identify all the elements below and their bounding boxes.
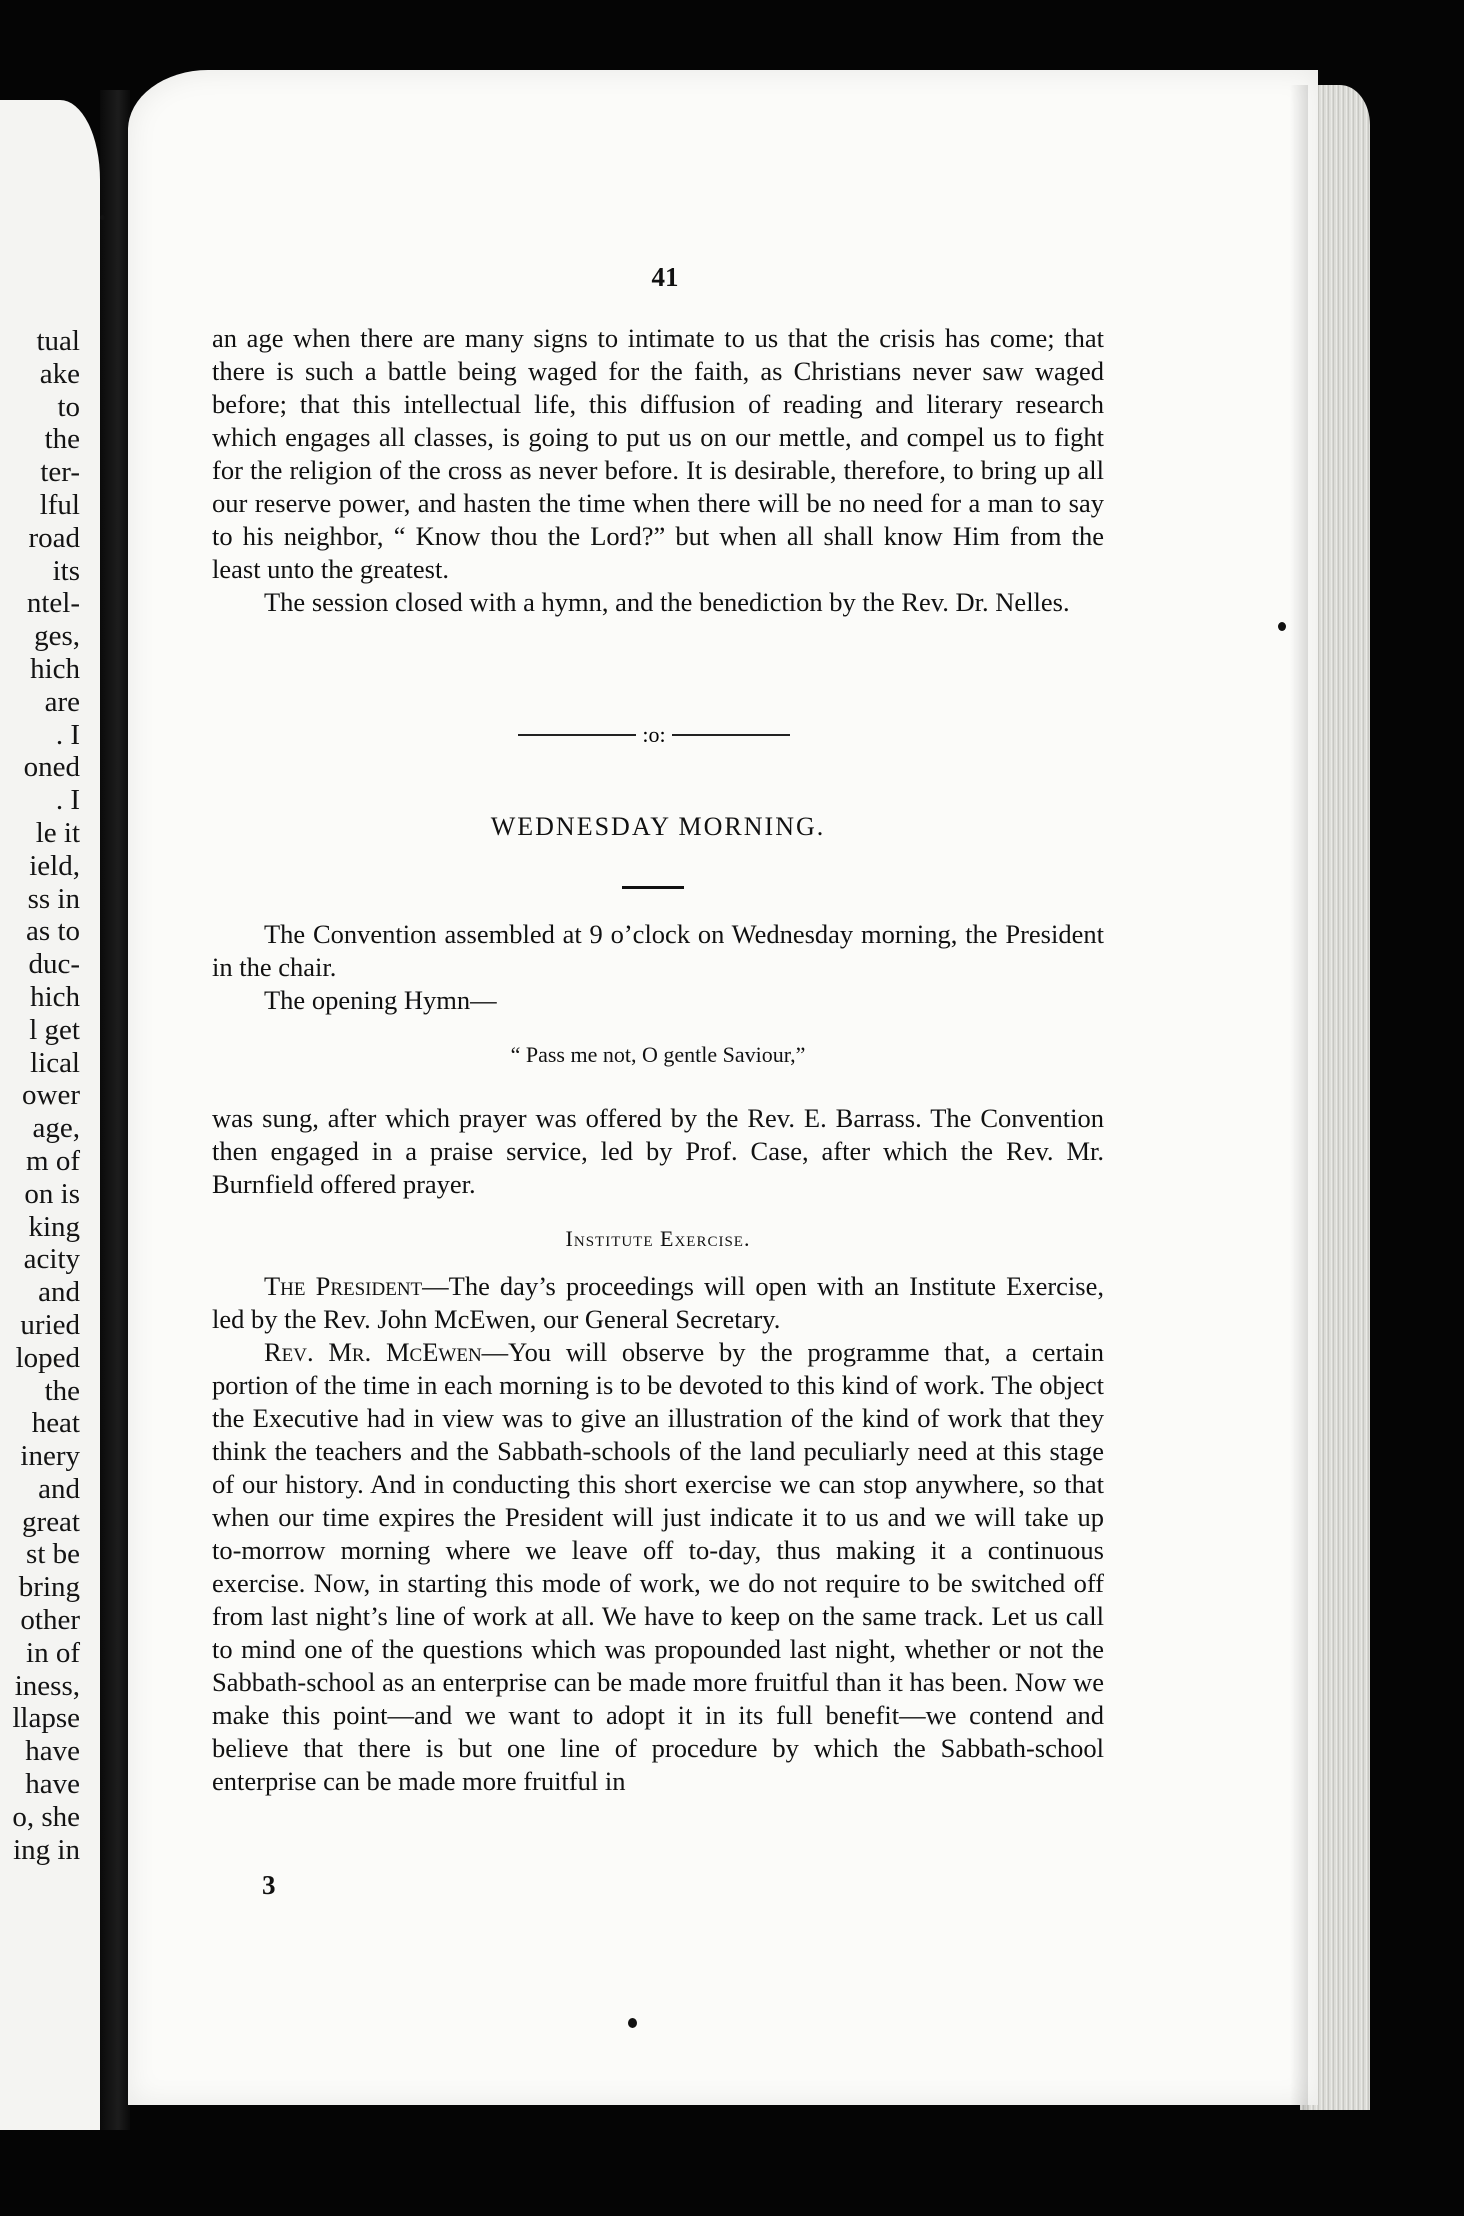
left-page-line: hich [30, 652, 80, 685]
ink-speck [100, 215, 105, 220]
left-page-line: uried [20, 1308, 80, 1341]
speaker-president: The President [264, 1271, 423, 1301]
left-page-line: llapse [12, 1702, 80, 1735]
left-page-line: bring [18, 1571, 80, 1604]
left-page-line: on is [24, 1177, 80, 1210]
left-page-line: age, [32, 1112, 80, 1145]
section-divider [518, 720, 790, 750]
left-page-line: and [38, 1472, 80, 1505]
left-page-line: ield, [29, 849, 80, 882]
left-page-line: ing in [13, 1833, 80, 1866]
left-page-line: lical [30, 1046, 80, 1079]
paragraph-7 [212, 1336, 1104, 1798]
left-page-line: the [44, 423, 80, 456]
divider-rule-right [672, 734, 790, 736]
left-page-line: as to [26, 915, 80, 948]
signature-mark: 3 [262, 1870, 276, 1900]
left-page-line: lful [39, 488, 80, 521]
left-page-line: le it [35, 816, 80, 849]
left-page-line: tual [36, 325, 80, 357]
convention-paragraphs [212, 918, 1104, 1017]
dialogue-block [212, 1270, 1104, 1798]
paragraph-continued [212, 322, 1104, 619]
left-page-line: duc- [28, 948, 80, 981]
speaker-mcewen: Rev. Mr. McEwen [264, 1337, 482, 1367]
left-page-line: acity [23, 1243, 80, 1276]
left-page-line: heat [31, 1407, 80, 1440]
paragraph-2: The session closed with a hymn, and the benediction by the Rev. Dr. Nelles. [264, 587, 1070, 617]
left-page-line: o, she [12, 1800, 80, 1833]
left-page-line: . I [55, 784, 80, 817]
paragraph-3: The Convention assembled at 9 o’clock on Wednesday morning, the President in the chair. [212, 919, 1104, 982]
left-page-line: l get [29, 1013, 80, 1046]
hymn-quote: “ Pass me not, O gentle Saviour,” [510, 1042, 806, 1067]
paragraph-1: an age when there are many signs to intimate to us that the crisis has come; that there is such a battle being waged for the faith, as Christians never saw waged before; that this intellectual life, this diffusion of reading and literary research which engages all classes, is going to put us on our mettle, and compel us to fight for the religion of the cross as never before. It is desirable, therefore, to bring up all our reserve power, and hasten the time when there will be no need for a man to say to his neighbor, “ Know thou the Lord?” but when all shall know Him from the least unto the greatest. [212, 323, 1104, 584]
left-page-line: have [25, 1735, 80, 1768]
left-page-line: iness, [14, 1669, 80, 1702]
left-page-line: its [52, 554, 80, 587]
left-page-line: in of [26, 1636, 80, 1669]
left-page-text [0, 325, 80, 1866]
left-page-line: ter- [40, 456, 80, 489]
left-page-line: hich [30, 980, 80, 1013]
left-page-line: m of [26, 1144, 80, 1177]
left-page-line: ake [39, 357, 80, 390]
left-page [0, 100, 100, 2130]
paragraph-4: The opening Hymn— [264, 985, 497, 1015]
left-page-line: great [22, 1505, 80, 1538]
left-page-line: loped [15, 1341, 80, 1374]
left-page-line: and [38, 1276, 80, 1309]
page-number: 41 [651, 262, 679, 292]
left-page-line: to [57, 390, 80, 423]
left-page-line: king [28, 1210, 80, 1243]
page-shadow [1290, 85, 1308, 2110]
left-page-line: . I [55, 718, 80, 751]
left-page-line: ges, [34, 620, 80, 653]
subheading: Institute Exercise. [565, 1226, 751, 1251]
left-page-line: the [44, 1374, 80, 1407]
left-page-line: road [28, 521, 80, 554]
paragraph-6 [212, 1270, 1104, 1336]
ink-speck [1278, 622, 1286, 631]
paragraph-5: was sung, after which prayer was offered by the Rev. E. Barrass. The Convention then engaged in a praise service, led by Prof. Case, after which the Rev. Mr. Burnfield offered prayer. [212, 1103, 1104, 1199]
left-page-line: ss in [27, 882, 80, 915]
left-page-line: ower [22, 1079, 80, 1112]
ink-speck [628, 2018, 637, 2028]
paragraph-6-text: —The day’s proceedings will open with an Institute Exercise, led by the Rev. John McEwen, our General Secretary. [212, 1271, 1104, 1334]
left-page-line: are [44, 685, 80, 718]
divider-mark: :o: [642, 722, 666, 747]
left-page-line: inery [20, 1440, 80, 1473]
left-page-line: oned [23, 751, 80, 784]
paragraph-7-text: —You will observe by the programme that, a certain portion of the time in each morning is to be devoted to this kind of work. The object the Executive had in view was to give an illustration of the kind of work that they think the teachers and the Sabbath-schools of the land peculiarly need at this stage of our history. And in conducting this short exercise we can stop anywhere, so that when our time expires the President will just indicate it to us and we will take up to-morrow morning where we leave off to-day, thus making it a continuous exercise. Now, in starting this mode of work, we do not require to be switched off from last night’s line of work at all. We have to keep on the same track. Let us call to mind one of the questions which was propounded last night, whether or not the Sabbath-school as an enterprise can be made more fruitful than it has been. Now we make this point—and we want to adopt it in its full benefit—we contend and believe that there is but one line of procedure by which the Sabbath-school enterprise can be made more fruitful in [212, 1337, 1105, 1796]
left-page-line: other [20, 1604, 80, 1637]
book-gutter [100, 90, 130, 2130]
heading-rule [622, 886, 684, 889]
left-page-line: st be [26, 1538, 80, 1571]
divider-rule-left [518, 734, 636, 736]
left-page-line: have [25, 1768, 80, 1801]
section-heading: WEDNESDAY MORNING. [490, 812, 826, 841]
left-page-line: ntel- [26, 587, 80, 620]
